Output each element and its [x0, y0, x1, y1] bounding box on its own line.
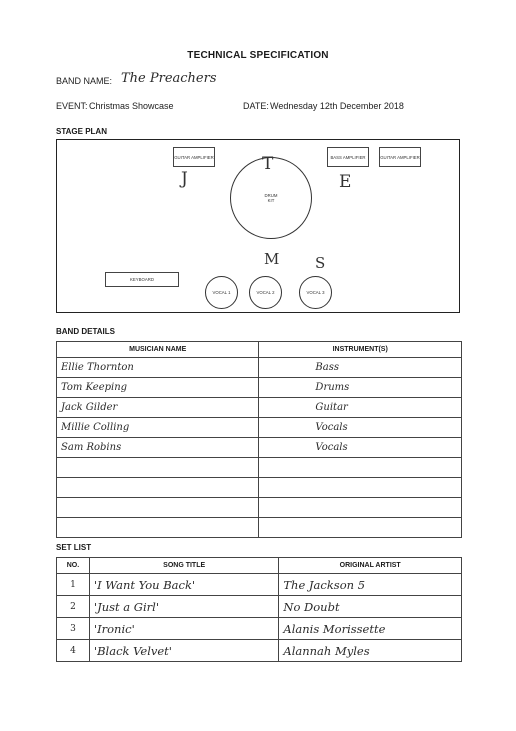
instrument-header: INSTRUMENT(S) — [259, 342, 462, 358]
event-value: Christmas Showcase — [89, 101, 174, 111]
table-row — [57, 398, 462, 418]
initial-e: E — [339, 172, 352, 192]
stage-plan — [56, 139, 460, 313]
original-artist: Alannah Myles — [279, 640, 462, 662]
guitar-amplifier-left — [173, 147, 215, 167]
keyboard — [105, 272, 179, 287]
instrument: Bass — [259, 358, 462, 378]
table-row — [57, 438, 462, 458]
table-row — [57, 458, 462, 478]
guitar-amplifier-right-label: GUITAR AMPLIFIER — [380, 154, 420, 160]
song-number: 3 — [57, 618, 90, 640]
musician-name: Ellie Thornton — [57, 358, 259, 378]
instrument: Guitar — [259, 398, 462, 418]
date-label: DATE: — [243, 101, 269, 111]
table-row — [57, 498, 462, 518]
table-row — [57, 418, 462, 438]
musician-name — [57, 478, 259, 498]
stage-plan-heading: STAGE PLAN — [56, 127, 107, 136]
keyboard-label: KEYBOARD — [130, 277, 154, 282]
band-details-heading: BAND DETAILS — [56, 327, 115, 336]
song-number: 1 — [57, 574, 90, 596]
band-details-table — [56, 341, 462, 538]
musician-name — [57, 458, 259, 478]
table-row — [57, 378, 462, 398]
vocal-3 — [299, 276, 332, 309]
table-row — [57, 574, 462, 596]
date-value: Wednesday 12th December 2018 — [270, 101, 404, 111]
song-number: 4 — [57, 640, 90, 662]
page-title: TECHNICAL SPECIFICATION — [187, 50, 329, 61]
song-number: 2 — [57, 596, 90, 618]
bass-amplifier — [327, 147, 369, 167]
band-name-value: The Preachers — [121, 71, 217, 86]
bass-amplifier-label: BASS AMPLIFIER — [330, 154, 366, 160]
vocal-1-label: VOCAL 1 — [212, 290, 231, 295]
musician-name — [57, 498, 259, 518]
song-title: 'Black Velvet' — [89, 640, 278, 662]
musician-name-header: MUSICIAN NAME — [57, 342, 259, 358]
original-artist: The Jackson 5 — [279, 574, 462, 596]
original-artist: Alanis Morissette — [279, 618, 462, 640]
set-list-heading: SET LIST — [56, 543, 92, 552]
song-title: 'Just a Girl' — [89, 596, 278, 618]
instrument: Vocals — [259, 418, 462, 438]
instrument — [259, 478, 462, 498]
set-list-table — [56, 557, 462, 662]
guitar-amplifier-left-label: GUITAR AMPLIFIER — [174, 154, 214, 160]
event-label: EVENT: — [56, 101, 88, 111]
musician-name — [57, 518, 259, 538]
instrument — [259, 518, 462, 538]
instrument: Vocals — [259, 438, 462, 458]
band-name-label: BAND NAME: — [56, 76, 113, 86]
guitar-amplifier-right — [379, 147, 421, 167]
table-row — [57, 618, 462, 640]
instrument: Drums — [259, 378, 462, 398]
initial-t: T — [262, 154, 274, 174]
initial-s: S — [315, 254, 326, 272]
original-artist-header: ORIGINAL ARTIST — [279, 558, 462, 574]
initial-m: M — [264, 250, 280, 268]
musician-name: Tom Keeping — [57, 378, 259, 398]
song-title: 'I Want You Back' — [89, 574, 278, 596]
drum-kit — [230, 157, 312, 239]
initial-j: J — [181, 169, 188, 189]
instrument — [259, 498, 462, 518]
table-row — [57, 596, 462, 618]
original-artist: No Doubt — [279, 596, 462, 618]
musician-name: Millie Colling — [57, 418, 259, 438]
table-row — [57, 518, 462, 538]
vocal-1 — [205, 276, 238, 309]
no-header: NO. — [57, 558, 90, 574]
drum-kit-label: DRUM KIT — [264, 193, 278, 203]
vocal-3-label: VOCAL 3 — [306, 290, 325, 295]
instrument — [259, 458, 462, 478]
table-row — [57, 358, 462, 378]
song-title: 'Ironic' — [89, 618, 278, 640]
vocal-2-label: VOCAL 2 — [256, 290, 275, 295]
table-row — [57, 478, 462, 498]
musician-name: Sam Robins — [57, 438, 259, 458]
song-title-header: SONG TITLE — [89, 558, 278, 574]
table-row — [57, 640, 462, 662]
vocal-2 — [249, 276, 282, 309]
musician-name: Jack Gilder — [57, 398, 259, 418]
